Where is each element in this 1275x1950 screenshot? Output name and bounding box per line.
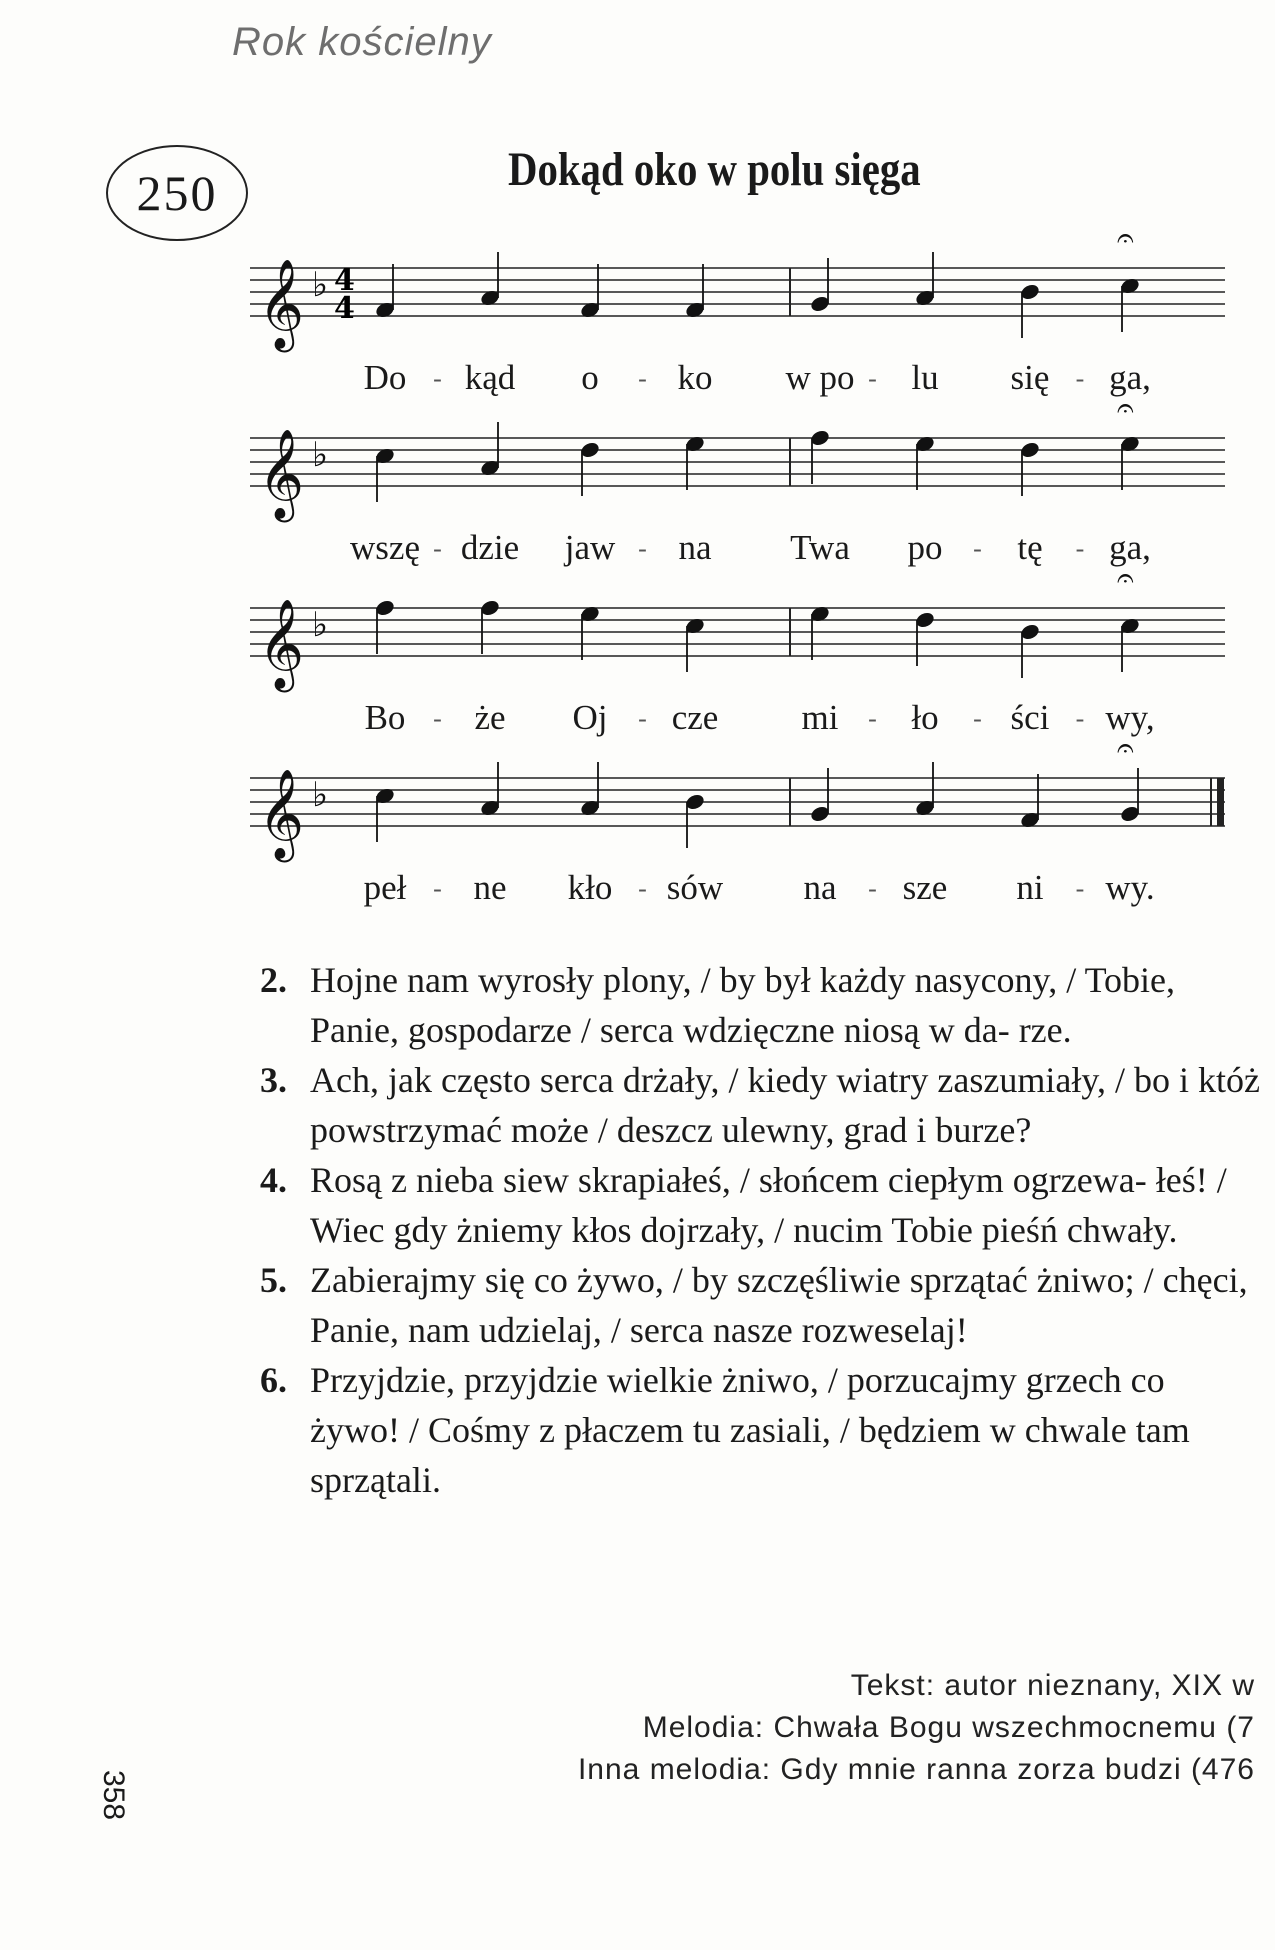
lyric-syllable: Bo — [364, 698, 406, 737]
lyric-syllable: tę — [1017, 528, 1043, 567]
lyric-syllable: lu — [911, 358, 939, 397]
time-signature-bottom: 4 — [334, 291, 355, 326]
lyric-syllable: dzie — [460, 528, 520, 567]
lyric-syllable: że — [474, 698, 506, 737]
treble-clef-icon: 𝄞 — [258, 599, 305, 689]
staff — [250, 221, 1225, 353]
lyric-hyphen: - — [433, 874, 442, 903]
lyric-syllable: Twa — [790, 528, 850, 567]
lyric-hyphen: - — [868, 874, 877, 903]
music-score — [0, 0, 1275, 900]
fermata-icon: 𝄐 — [1117, 731, 1134, 766]
lyric-hyphen: - — [433, 704, 442, 733]
lyric-hyphen: - — [638, 364, 647, 393]
lyric-hyphen: - — [638, 704, 647, 733]
credit-alt-melody: Inna melodia: Gdy mnie ranna zorza budzi (476 — [577, 1753, 1255, 1786]
hymn-number: 250 — [136, 165, 218, 221]
lyric-syllable: o — [581, 358, 599, 397]
key-flat-icon: ♭ — [312, 775, 329, 815]
verse-item — [260, 1355, 1260, 1505]
lyric-syllable: Oj — [572, 698, 608, 737]
verse-text: Hojne nam wyrosły plony, / by był każdy nasycony, / Tobie, Panie, gospodarze / serca wdzięczne niosą w da- rze. — [310, 960, 1176, 1050]
final-barline-thick — [1217, 778, 1224, 826]
credit-melody: Melodia: Chwała Bogu wszechmocnemu (7 — [642, 1711, 1255, 1744]
lyric-hyphen: - — [1075, 364, 1085, 393]
lyric-syllable: peł — [363, 868, 407, 907]
staff — [250, 731, 1225, 863]
lyric-syllable: ło — [911, 698, 939, 737]
verse-number: 6. — [260, 1360, 287, 1400]
lyric-hyphen: - — [868, 364, 877, 393]
verse-text: Rosą z nieba siew skrapiałeś, / słońcem ciepłym ogrzewa- łeś! / Wiec gdy żniemy kłos dojrzały, / nucim Tobie pieśń chwały. — [310, 1160, 1227, 1250]
lyric-syllable: wy. — [1105, 868, 1155, 907]
lyric-syllable: po — [907, 528, 943, 567]
lyric-syllable: ne — [473, 868, 507, 907]
verse-item — [260, 1255, 1260, 1355]
lyric-syllable: kło — [567, 868, 613, 907]
lyric-syllable: ko — [677, 358, 713, 397]
treble-clef-icon: 𝄞 — [258, 259, 305, 349]
verse-number: 5. — [260, 1260, 287, 1300]
lyric-syllable: się — [1010, 358, 1050, 397]
lyric-syllable: sze — [902, 868, 948, 907]
lyric-syllable: kąd — [464, 358, 516, 397]
lyric-syllable: ści — [1010, 698, 1050, 737]
lyric-syllable: Do — [363, 358, 407, 397]
verse-item — [260, 1155, 1260, 1255]
credit-text: Tekst: autor nieznany, XIX w — [850, 1669, 1255, 1702]
staff — [250, 391, 1225, 523]
verse-number: 2. — [260, 960, 287, 1000]
key-flat-icon: ♭ — [312, 605, 329, 645]
lyric-syllable: wszę — [350, 528, 420, 567]
lyric-hyphen: - — [1075, 874, 1085, 903]
key-flat-icon: ♭ — [312, 265, 329, 305]
verse-text: Zabierajmy się co żywo, / by szczęśliwie sprzątać żniwo; / chęci, Panie, nam udzielaj, / serca nasze rozweselaj! — [310, 1260, 1248, 1350]
fermata-icon: 𝄐 — [1117, 561, 1134, 596]
lyric-hyphen: - — [868, 704, 877, 733]
lyric-syllable: na — [678, 528, 712, 567]
lyric-syllable: wy, — [1105, 698, 1155, 737]
lyric-hyphen: - — [1075, 704, 1085, 733]
verse-number: 3. — [260, 1060, 287, 1100]
lyric-hyphen: - — [638, 534, 647, 563]
lyric-syllable: ga, — [1109, 358, 1151, 397]
lyric-syllable: cze — [671, 698, 719, 737]
lyric-syllable: ga, — [1109, 528, 1151, 567]
lyric-syllable: w po — [785, 358, 855, 397]
verses-list — [260, 955, 1260, 1505]
verse-number: 4. — [260, 1160, 287, 1200]
lyric-hyphen: - — [638, 874, 647, 903]
lyric-hyphen: - — [973, 704, 982, 733]
fermata-icon: 𝄐 — [1117, 221, 1134, 256]
lyric-syllable: jaw — [564, 528, 616, 567]
time-signature-top: 4 — [334, 263, 355, 298]
lyric-hyphen: - — [433, 364, 442, 393]
lyric-syllable: sów — [666, 868, 724, 907]
lyric-hyphen: - — [973, 534, 982, 563]
verse-text: Ach, jak często serca drżały, / kiedy wiatry zaszumiały, / bo i któż powstrzymać może / deszcz ulewny, grad i burze? — [310, 1060, 1260, 1150]
lyric-syllable: mi — [801, 698, 839, 737]
hymn-title: Dokąd oko w polu sięga — [508, 143, 921, 196]
verse-text: Przyjdzie, przyjdzie wielkie żniwo, / porzucajmy grzech co żywo! / Cośmy z płaczem tu zasiali, / będziem w chwale tam sprzątali. — [310, 1360, 1190, 1500]
treble-clef-icon: 𝄞 — [258, 769, 305, 859]
verse-item — [260, 1055, 1260, 1155]
lyric-syllable: na — [803, 868, 837, 907]
lyric-hyphen: - — [1075, 534, 1085, 563]
lyric-hyphen: - — [433, 534, 442, 563]
staff — [250, 561, 1225, 693]
credits — [578, 1665, 1255, 1791]
lyric-syllable: ni — [1016, 868, 1044, 907]
key-flat-icon: ♭ — [312, 435, 329, 475]
treble-clef-icon: 𝄞 — [258, 429, 305, 519]
section-header: Rok kościelny — [232, 20, 492, 64]
fermata-icon: 𝄐 — [1117, 391, 1134, 426]
page-number: 358 — [97, 1770, 130, 1821]
verse-item — [260, 955, 1260, 1055]
